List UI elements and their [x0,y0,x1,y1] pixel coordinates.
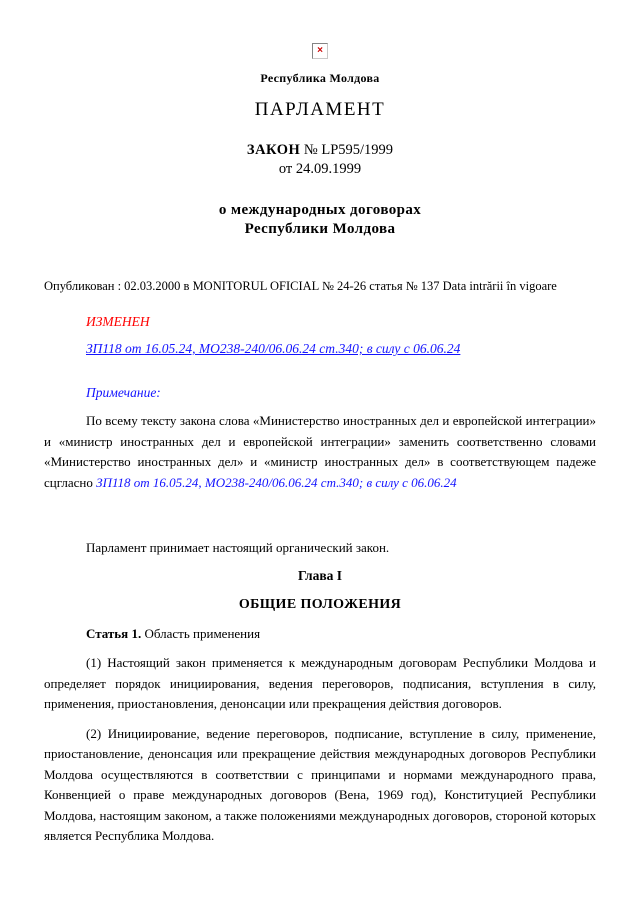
article-title: Область применения [141,625,261,641]
paragraph-1: (1) Настоящий закон применяется к международным договорам Республики Молдова и определяет порядок инициирования, ведения переговоров, подписания, вступления в силу, применения, приостановления, денонсации или прекращения действия договоров. [44,655,596,711]
note-text: По всему тексту закона слова «Министерство иностранных дел и европейской интеграции» и «министр иностранных дел и европейской интеграции» заменить соответственно словами «Министерство иностранных дел» и «министр иностранных дел» в соответствующем падеже сцгласно [44,413,596,490]
document-title-line2: Республики Молдова [244,221,396,237]
publication-line: Опубликован : 02.03.2000 в MONITORUL OFICIAL № 24-26 статья № 137 Data intrării în vigoare [44,279,557,293]
paragraph-2: (2) Инициирование, ведение переговоров, подписание, вступление в силу, применение, приостановление, денонсация или прекращение действия международных договоров Республики Молдова осуществляются в соответствии с принципами и нормами международного права, Конвенцией о праве международных договоров (Вена, 1969 год), Конституцией Республики Молдова, настоящим законом, а также положениями международных договоров, стороной которых является Республика Молдова. [44,725,596,843]
parliament-heading: ПАРЛАМЕНТ [254,99,386,120]
document-title [44,201,596,239]
article-label: Статья 1. [86,625,142,641]
law-number: № LP595/1999 [300,142,394,158]
broken-image-icon: × [312,43,328,59]
amended-link-row [86,340,596,358]
document-title-line1: о международных договорах [218,202,422,218]
note-paragraph [44,411,596,493]
law-date: от 24.09.1999 [278,161,362,177]
article-heading [44,624,596,645]
law-number-line [44,141,596,159]
note-label: Примечание: [86,385,161,400]
law-label: ЗАКОН [246,142,301,158]
chapter-title: ОБЩИЕ ПОЛОЖЕНИЯ [238,596,402,612]
chapter-heading: Глава I [297,567,343,583]
note-amendment-link[interactable]: ЗП118 от 16.05.24, МО238-240/06.06.24 ст.340; в силу с 06.06.24 [96,474,457,490]
republic-heading: Республика Молдова [260,71,380,85]
amended-label: ИЗМЕНЕН [86,314,150,329]
amendment-link[interactable]: ЗП118 от 16.05.24, МО238-240/06.06.24 ст.340; в силу с 06.06.24 [86,341,461,356]
broken-image-row [44,0,596,60]
intro-paragraph: Парламент принимает настоящий органический закон. [86,540,390,555]
